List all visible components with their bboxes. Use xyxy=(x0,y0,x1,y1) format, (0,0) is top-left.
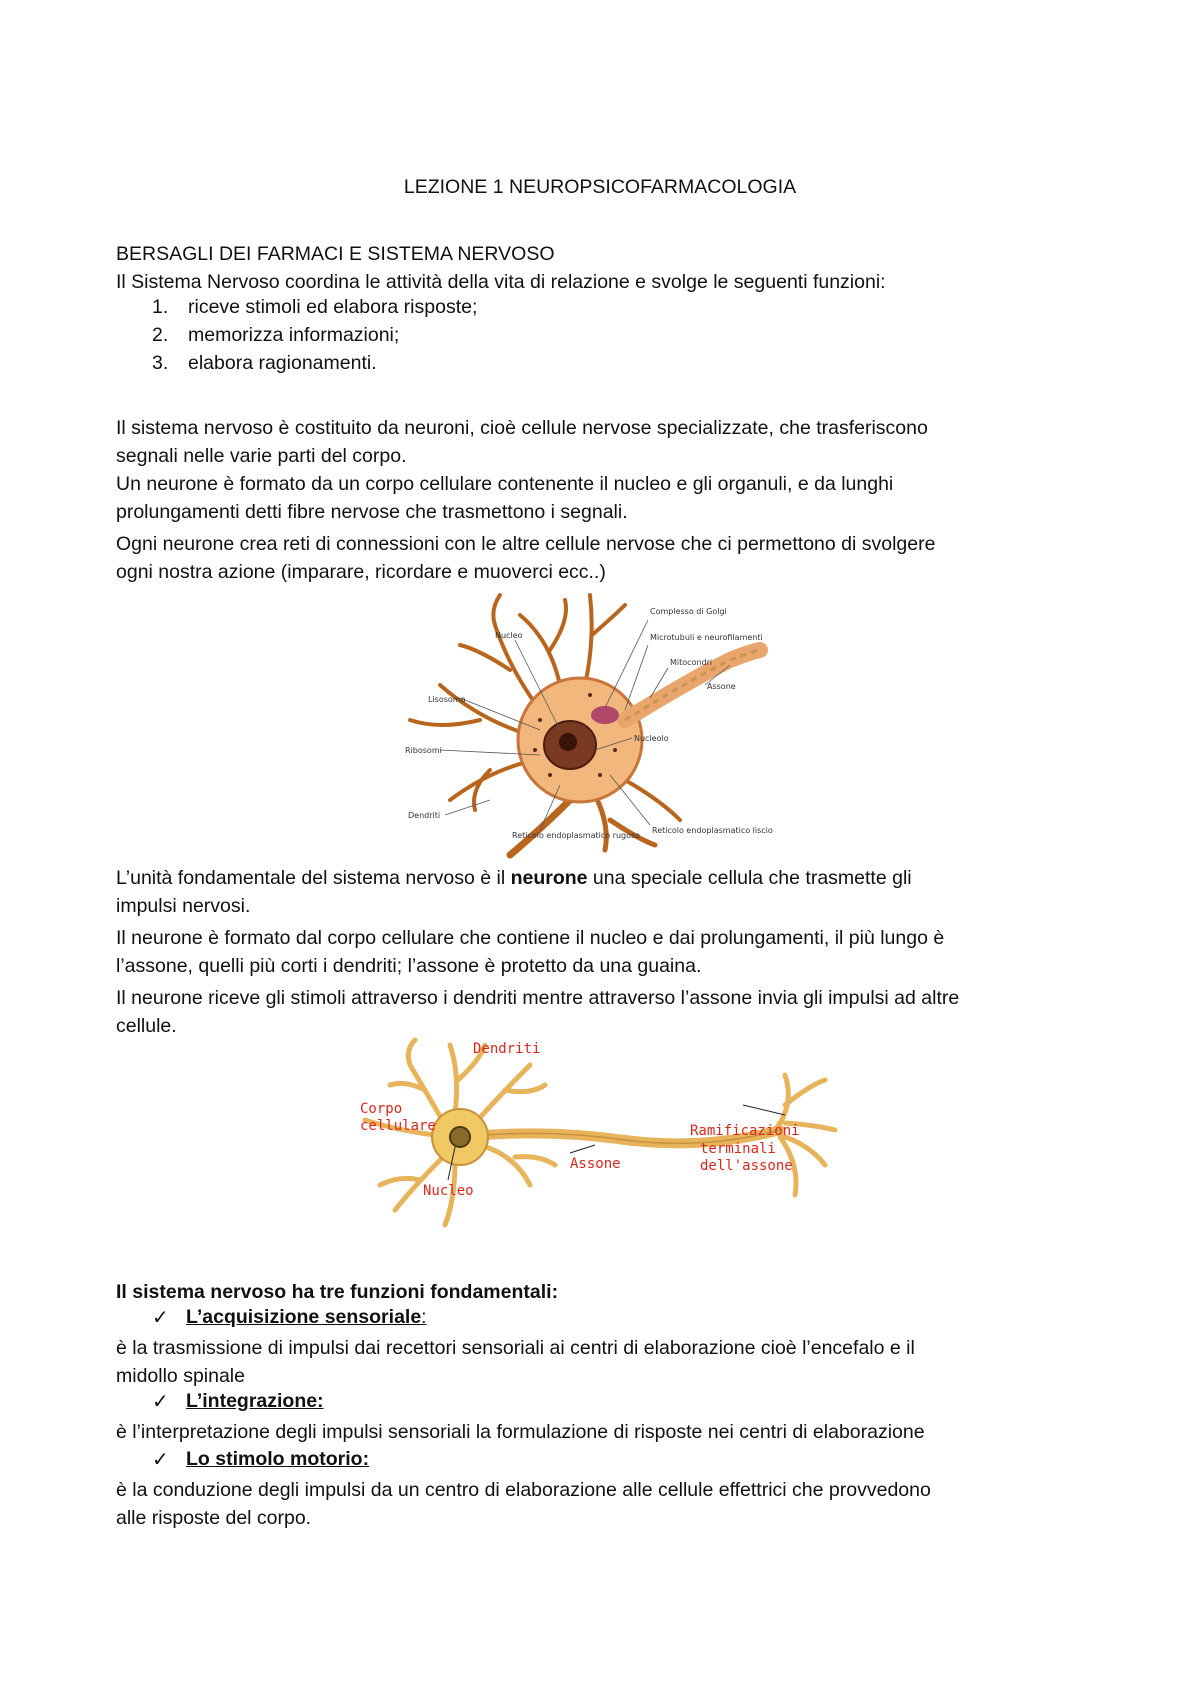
label-axon-terminals: Ramificazioni xyxy=(690,1123,800,1139)
label-nucleus: Nucleo xyxy=(423,1183,474,1199)
list-item: riceve stimoli ed elabora risposte; xyxy=(188,296,478,318)
label-cell-body: cellulare xyxy=(360,1118,436,1134)
function-title: L’integrazione: xyxy=(186,1390,324,1412)
neuron-structure-figure xyxy=(400,590,820,860)
label-mitochondria: Mitocondri xyxy=(670,658,713,667)
label-cell-body: Corpo xyxy=(360,1101,403,1117)
label-nucleus: Nucleo xyxy=(495,631,523,640)
paragraph-line: Il sistema nervoso è costituito da neuroni, cioè cellule nervose specializzate, che trasferiscono xyxy=(116,417,928,439)
paragraph-line: Il neurone è formato dal corpo cellulare che contiene il nucleo e dai prolungamenti, il più lungo è xyxy=(116,927,945,949)
label-axon: Assone xyxy=(570,1156,621,1172)
list-number: 3. xyxy=(152,352,169,374)
label-nucleolus: Nucleolo xyxy=(634,734,669,743)
function-title: L’acquisizione sensoriale: xyxy=(186,1306,427,1328)
paragraph-line: L’unità fondamentale del sistema nervoso è il neurone una speciale cellula che trasmette gli xyxy=(116,867,912,889)
paragraph-line: Il neurone riceve gli stimoli attraverso i dendriti mentre attraverso l’assone invia gli impulsi ad altre xyxy=(116,987,960,1009)
label-axon-terminals: dell'assone xyxy=(700,1158,793,1174)
paragraph-line: segnali nelle varie parti del corpo. xyxy=(116,445,407,467)
label-axon: Assone xyxy=(707,682,736,691)
function-description: alle risposte del corpo. xyxy=(116,1507,312,1529)
nucleus xyxy=(450,1127,470,1147)
label-ribosomes: Ribosomi xyxy=(405,746,442,755)
check-icon: ✓ xyxy=(152,1449,169,1471)
check-icon: ✓ xyxy=(152,1391,169,1413)
page-title: LEZIONE 1 NEUROPSICOFARMACOLOGIA xyxy=(403,176,797,198)
label-ser: Reticolo endoplasmatico liscio xyxy=(652,826,773,835)
section-heading: BERSAGLI DEI FARMACI E SISTEMA NERVOSO xyxy=(116,243,555,265)
check-icon: ✓ xyxy=(152,1307,169,1329)
intro-text: Il Sistema Nervoso coordina le attività della vita di relazione e svolge le seguenti funzioni: xyxy=(116,271,886,293)
list-number: 1. xyxy=(152,296,169,318)
list-item: elabora ragionamenti. xyxy=(188,352,377,374)
label-lysosome: Lisosoma xyxy=(428,695,466,704)
paragraph-line: impulsi nervosi. xyxy=(116,895,251,917)
list-item: memorizza informazioni; xyxy=(188,324,400,346)
neuron-diagram-figure xyxy=(355,1035,855,1231)
function-description: è l’interpretazione degli impulsi sensoriali la formulazione di risposte nei centri di elaborazione xyxy=(116,1421,925,1443)
paragraph-line: Ogni neurone crea reti di connessioni con le altre cellule nervose che ci permettono di svolgere xyxy=(116,533,936,555)
paragraph-line: cellule. xyxy=(116,1015,177,1037)
label-microtubules: Microtubuli e neurofilamenti xyxy=(650,633,763,642)
label-rer: Reticolo endoplasmatico rugoso xyxy=(512,831,641,840)
paragraph-line: ogni nostra azione (imparare, ricordare e muoverci ecc..) xyxy=(116,561,606,583)
function-description: è la trasmissione di impulsi dai recettori sensoriali ai centri di elaborazione cioè l’encefalo e il xyxy=(116,1337,915,1359)
paragraph-line: Un neurone è formato da un corpo cellulare contenente il nucleo e gli organuli, e da lunghi xyxy=(116,473,894,495)
function-description: midollo spinale xyxy=(116,1365,245,1387)
label-axon-terminals: terminali xyxy=(700,1141,776,1157)
label-golgi: Complesso di Golgi xyxy=(650,607,727,616)
function-description: è la conduzione degli impulsi da un centro di elaborazione alle cellule effettrici che provvedono xyxy=(116,1479,931,1501)
functions-heading: Il sistema nervoso ha tre funzioni fondamentali: xyxy=(116,1281,559,1303)
paragraph-line: l’assone, quelli più corti i dendriti; l’assone è protetto da una guaina. xyxy=(116,955,702,977)
bold-word-neurone: neurone xyxy=(510,867,588,889)
list-number: 2. xyxy=(152,324,169,346)
label-dendrites: Dendriti xyxy=(408,811,441,820)
function-title: Lo stimolo motorio: xyxy=(186,1448,370,1470)
label-dendrites: Dendriti xyxy=(473,1041,541,1057)
paragraph-line: prolungamenti detti fibre nervose che trasmettono i segnali. xyxy=(116,501,628,523)
